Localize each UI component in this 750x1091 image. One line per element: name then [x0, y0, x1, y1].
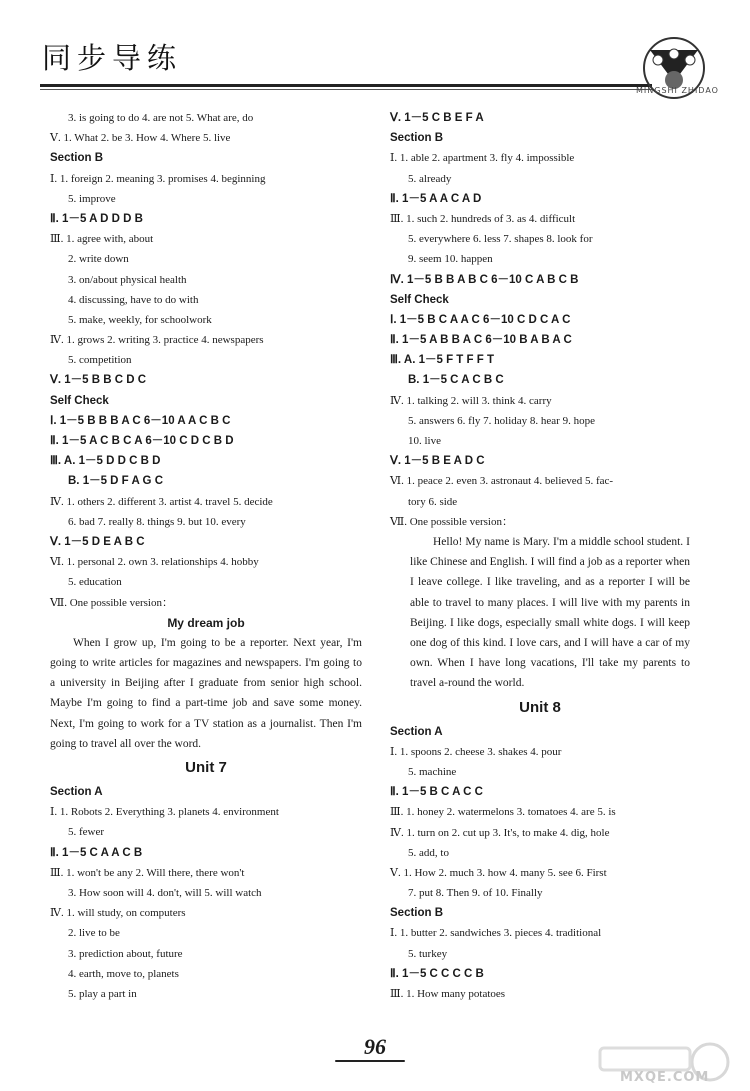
answer-line: Ⅰ. 1. spoons 2. cheese 3. shakes 4. pour [390, 745, 562, 758]
logo-caption: MINGSHI ZHIDAO [636, 86, 719, 95]
answer-line: Ⅳ. 1. turn on 2. cut up 3. It's, to make 4. dig, hole [390, 826, 610, 839]
answer-line: 4. discussing, have to do with [68, 293, 199, 306]
answer-line: Ⅱ. 1－5 A B B A C 6－10 B A B A C [390, 334, 572, 347]
answer-line: 2. write down [68, 253, 129, 266]
answer-line: 3. is going to do 4. are not 5. What are, do [68, 112, 254, 124]
answer-line: 5. competition [68, 354, 132, 367]
answer-line: Ⅲ. A. 1－5 D D C B D [50, 455, 161, 468]
answer-line: 3. How soon will 4. don't, will 5. will watch [68, 887, 262, 900]
answer-line: Ⅴ. 1－5 B B C D C [50, 374, 147, 387]
answer-line: 5. fewer [68, 826, 105, 839]
section-heading: Section B [50, 152, 104, 165]
answer-line: Ⅵ. 1. peace 2. even 3. astronaut 4. believed 5. fac- [390, 475, 614, 488]
answer-line: 6. bad 7. really 8. things 9. but 10. every [68, 515, 246, 528]
answer-line: 5. everywhere 6. less 7. shapes 8. look for [408, 233, 593, 246]
answer-line: Ⅰ. 1－5 B B B A C 6－10 A A C B C [50, 414, 231, 427]
answer-line: Ⅳ. 1. grows 2. writing 3. practice 4. newspapers [50, 334, 264, 347]
answer-line: 10. live [408, 435, 441, 447]
header-title: 同步导练 [42, 41, 183, 75]
answer-line: B. 1－5 D F A G C [68, 475, 163, 488]
answer-line: Ⅰ. 1. foreign 2. meaning 3. promises 4. beginning [50, 172, 266, 185]
essay-paragraph: When I grow up, I'm going to be a reporter. Next year, I'm going to write articles for magazines and newspapers. I'm going to a university in Beijing after I graduate from senior high school. Maybe I'm going to find a part-time job and save some money. Next, I'm going to work for a TV station as a journalist. Then I'm going to travel all over the word. [50, 636, 362, 750]
answer-line: Ⅰ. 1. Robots 2. Everything 3. planets 4. environment [50, 806, 279, 819]
answer-line: Ⅲ. 1. honey 2. watermelons 3. tomatoes 4. are 5. is [390, 806, 616, 819]
answer-line: 4. earth, move to, planets [68, 967, 179, 980]
answer-line: Ⅳ. 1. others 2. different 3. artist 4. travel 5. decide [50, 495, 273, 508]
answer-line: Ⅶ. One possible version： [50, 596, 173, 609]
right-column [390, 108, 690, 1004]
section-heading: Self Check [50, 394, 109, 407]
page-number: 96 [364, 1034, 386, 1059]
answer-line: Ⅱ. 1－5 A D D D B [50, 212, 143, 225]
answer-line: Ⅶ. One possible version： [390, 515, 513, 528]
answer-line: Ⅴ. 1. How 2. much 3. how 4. many 5. see 6. First [390, 866, 607, 879]
answer-line: Ⅵ. 1. personal 2. own 3. relationships 4. hobby [50, 556, 259, 569]
answer-line: Ⅲ. 1. How many potatoes [390, 988, 506, 1000]
answer-line: 5. add, to [408, 846, 449, 859]
answer-line: Ⅱ. 1－5 B C A C C [390, 786, 483, 799]
watermark-text: MXQE.COM [620, 1070, 710, 1085]
answer-line: Ⅰ. 1. butter 2. sandwiches 3. pieces 4. traditional [390, 927, 602, 940]
section-heading: Self Check [390, 293, 449, 306]
answer-line: Ⅴ. 1－5 D E A B C [50, 535, 145, 548]
answer-line: Ⅲ. 1. such 2. hundreds of 3. as 4. difficult [390, 212, 576, 225]
section-heading: Section B [390, 132, 444, 145]
answer-line: Ⅳ. 1. talking 2. will 3. think 4. carry [390, 394, 552, 407]
answer-line: Ⅱ. 1－5 C C C C B [390, 967, 484, 980]
mingshi-logo-icon [628, 20, 720, 112]
answer-line: Ⅲ. 1. agree with, about [50, 233, 154, 246]
answer-line: Ⅰ. 1. able 2. apartment 3. fly 4. impossible [390, 152, 575, 165]
left-column [50, 108, 362, 1004]
section-heading: Section A [390, 725, 443, 738]
answer-line: Ⅲ. 1. won't be any 2. Will there, there won't [50, 866, 245, 879]
answer-line: Ⅱ. 1－5 A A C A D [390, 192, 482, 205]
answer-line: 5. improve [68, 192, 116, 205]
unit-heading: Unit 8 [519, 698, 561, 716]
answer-line: B. 1－5 C A C B C [408, 374, 504, 387]
answer-line: 2. live to be [68, 927, 120, 940]
answer-line: 5. turkey [408, 947, 448, 960]
section-heading: Section A [50, 786, 103, 799]
answer-line: 5. play a part in [68, 987, 137, 1000]
essay-title: My dream job [167, 615, 245, 630]
answer-line: 9. seem 10. happen [408, 253, 493, 266]
answer-line: 3. prediction about, future [68, 947, 183, 960]
answer-line: Ⅴ. 1－5 B E A D C [390, 455, 485, 468]
answer-line: 5. already [408, 172, 452, 185]
answer-line: 7. put 8. Then 9. of 10. Finally [408, 887, 543, 900]
answer-line: Ⅱ. 1－5 C A A C B [50, 846, 143, 859]
answer-line: Ⅳ. 1－5 B B A B C 6－10 C A B C B [390, 273, 579, 286]
answer-line: Ⅴ. 1－5 C B E F A [390, 112, 484, 124]
page-header [0, 0, 750, 110]
header-rule-thin [40, 89, 652, 90]
section-heading: Section B [390, 907, 444, 920]
answer-line: 5. answers 6. fly 7. holiday 8. hear 9. hope [408, 414, 595, 427]
answer-line: Ⅲ. A. 1－5 F T F F T [390, 354, 494, 367]
answer-line: 3. on/about physical health [68, 273, 187, 286]
answer-line: 5. education [68, 576, 122, 589]
answer-line: Ⅰ. 1－5 B C A A C 6－10 C D C A C [390, 313, 571, 326]
answer-line: tory 6. side [408, 495, 458, 508]
answer-line: 5. machine [408, 765, 457, 778]
essay-paragraph: Hello! My name is Mary. I'm a middle school student. I like Chinese and English. I will find a job as a reporter when I leave college. I like traveling, and as a reporter I will be able to travel to many places. I will live with my parents in Beijing. I like dogs, especially small white dogs. I will keep one dog of this kind. I love cars, and I will have a car of my own. When I have long vacations, I'll take my parents to travel a-round the world. [410, 535, 690, 690]
answer-line: 5. make, weekly, for schoolwork [68, 313, 212, 326]
unit-heading: Unit 7 [185, 759, 227, 777]
header-rule [40, 84, 652, 87]
answer-line: Ⅱ. 1－5 A C B C A 6－10 C D C B D [50, 435, 234, 447]
answer-line: Ⅴ. 1. What 2. be 3. How 4. Where 5. live [50, 132, 231, 145]
answer-line: Ⅳ. 1. will study, on computers [50, 907, 186, 920]
page-number-underline [335, 1060, 405, 1062]
